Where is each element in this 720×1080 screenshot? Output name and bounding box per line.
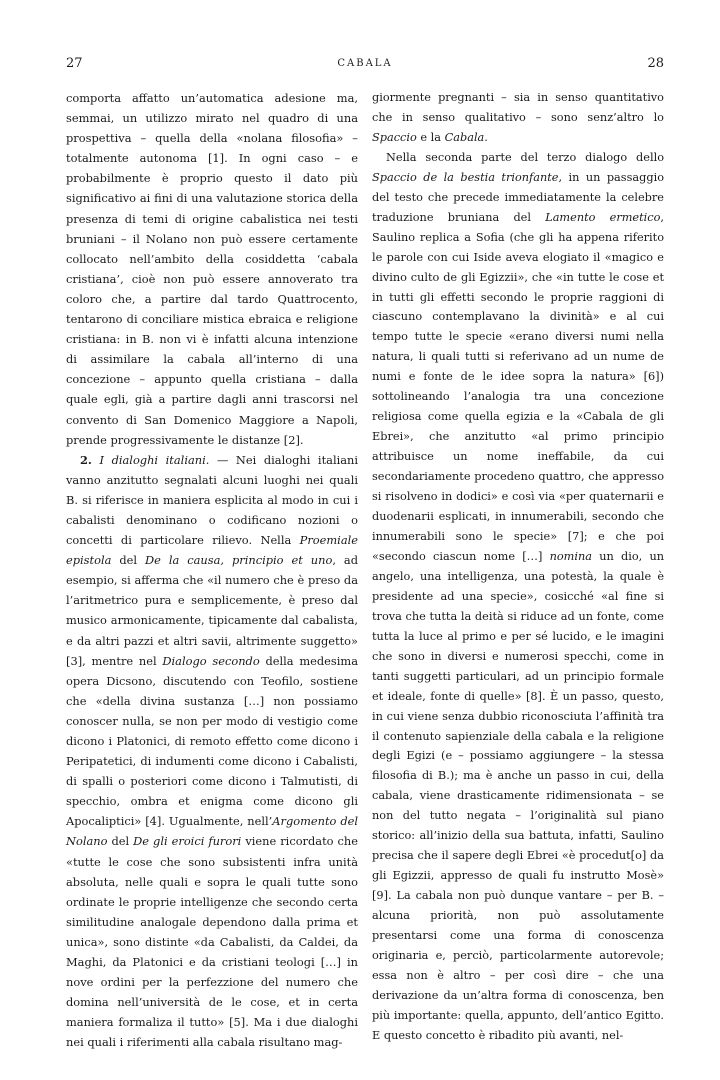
text-run: Nella seconda parte del terzo dialogo dello [386, 150, 664, 164]
running-title: CABALA [337, 58, 393, 69]
work-title: Dialogo secondo [162, 653, 260, 668]
section-number: 2. [80, 452, 92, 467]
left-column [66, 88, 358, 1053]
page-header [66, 56, 664, 78]
text-run: giormente pregnanti – sia in senso quantitativo che in senso qualitativo – sono senz’altro lo [372, 91, 664, 124]
page-number-left: 27 [66, 56, 83, 71]
text-run: , Saulino replica a Sofia (che gli ha appena riferito le parole con cui Iside aveva elogiato il «magico e divino culto de gli Egizzii», che «in tutte le cose et in tutti gli effetti secondo le proprie raggioni di ciascuno contemplavano la divinità» e al cui tempo tutte le specie «erano diversi numi nella natura, li quali tutti si referivano ad un nume de numi e fonte de le idee sopra la natura» [6]) sottolineando l’analogia tra una concezione religiosa come quella egizia e la «Cabala de gli Ebrei», che anzitutto «al primo principio attribuisce un nome ineffabile, da cui secondariamente procedeno quattro, che appresso si risolveno in dodici» e così via «per quaternarii e duodenarii esplicati, in innumerabili, secondo che innumerabili sono le specie» [7]; e che poi «secondo ciascun nome […] [372, 210, 664, 563]
text-run: del [107, 834, 134, 849]
text-run: un dio, un angelo, una intelligenza, una potestà, la quale è presidente ad una specie», cosicché «al fine si trova che tutta la deità si riduce ad un fonte, come tutta la luce al primo e per sé lucido, e le imagini che sono in diversi e numerosi specchi, come in tanti suggetti particulari, ad un principio formale et ideale, fonte di quelle» [8]. È un passo, questo, in cui viene senza dubbio riconosciuta l’affinità tra il contenuto sapienziale della cabala e la religione degli Egizi (e – possiamo aggiungere – la stessa filosofia di B.); ma è anche un passo in cui, della cabala, viene drasticamente ridimensionata – se non del tutto negata – l’originalità sul piano storico: all’inizio della sua battuta, infatti, Saulino precisa che il sapere degli Ebrei «è procedut[o] da gli Egizzii, appresso de quali fu instrutto Mosè» [9]. La cabala non può dunque vantare – per B. – alcuna priorità, non può assolutamente presentarsi come una forma di conoscenza originaria e, perciò, particolarmente autorevole; essa non è altro – per così dire – che una derivazione da un’altra forma di conoscenza, ben più importante: quella, appunto, dell’antico Egitto. E questo concetto è ribadito più avanti, nel- [372, 549, 664, 1042]
text-run: del [111, 553, 146, 568]
text-run: , in un passaggio del testo che precede immediatamente la celebre traduzione bruniana del [372, 170, 664, 224]
page-number-right: 28 [647, 56, 664, 71]
work-title: De la causa, principio et uno [145, 553, 333, 568]
text-run: , ad esempio, si afferma che «il numero che è preso da l’aritmetrico pura e semplicemente, è preso dal musico armonicamente, tipicamente dal cabalista, e da altri pazzi et altri savii, altrimente suggetto» [3], mentre nel [66, 553, 359, 668]
text-run: viene ricordato che «tutte le cose che sono subsistenti infra unità absoluta, nelle quali e sopra le quali tutte sono ordinate le proprie intelligenze che secondo certa similitudine analogale dependono dalla prima et unica», sono distinte «da Cabalisti, da Caldei, da Maghi, da Platonici e da cristiani teologi […] in nove ordini per la perfezzione del numero che domina nell’università de le cose, et in certa maniera formaliza il tutto» [5]. Ma i due dialoghi nei quali i riferimenti alla cabala risultano mag- [66, 834, 358, 1050]
work-title: Lamento ermetico [545, 210, 661, 224]
paragraph [372, 88, 664, 148]
work-title: De gli eroici furori [133, 834, 242, 849]
paragraph: comporta affatto un’automatica adesione ma, semmai, un utilizzo mirato nel quadro di una prospettiva – quella della «nolana filosofia» – totalmente autonoma [1]. In ogni caso – e probabilmente è proprio questo il dato più significativo ai fini di una valutazione storica della presenza di temi di origine cabalistica nei testi bruniani – il Nolano non può essere certamente collocato nell’ambito della cosiddetta ‘cabala cristiana’, cioè non può essere annoverato tra coloro che, a partire dal tardo Quattrocento, tentarono di conciliare mistica ebraica e religione cristiana: in B. non vi è infatti alcuna intenzione di assimilare la cabala all’interno di una concezione – appunto quella cristiana – dalla quale egli, già a partire dagli anni trascorsi nel convento di San Domenico Maggiore a Napoli, prende progressivamente le distanze [2]. [66, 91, 358, 447]
section-paragraph [66, 450, 358, 1053]
emphasized-word: nomina [549, 549, 593, 563]
text-run: . [484, 130, 488, 144]
work-title: Spaccio [372, 130, 417, 144]
work-title: Cabala [444, 130, 485, 144]
text-run: della medesima opera Dicsono, discutendo con Teofilo, sostiene che «della divina sustanza […] non possiamo conoscer nulla, se non per modo di vestigio come dicono i Platonici, di remoto effetto come dicono i Peripatetici, di indumenti come dicono i Cabalisti, di spalli o posteriori come dicono i Talmutisti, di specchio, ombra et enigma come dicono gli Apocaliptici» [4]. Ugualmente, nell’ [66, 653, 358, 829]
work-title: Argomento del Nolano [66, 814, 358, 849]
right-column [372, 88, 664, 1046]
work-title: Proemiale epistola [66, 533, 358, 568]
text-run: e la [416, 130, 445, 144]
work-title: Spaccio de la bestia trionfante [372, 170, 559, 184]
section-title: I dialoghi italiani. [99, 452, 210, 467]
paragraph [372, 148, 664, 1046]
text-run: — Nei dialoghi italiani vanno anzitutto segnalati alcuni luoghi nei quali B. si riferisce in maniera esplicita al modo in cui i cabalisti denominano o codificano nozioni o concetti di particolare rilievo. Nella [66, 452, 358, 548]
